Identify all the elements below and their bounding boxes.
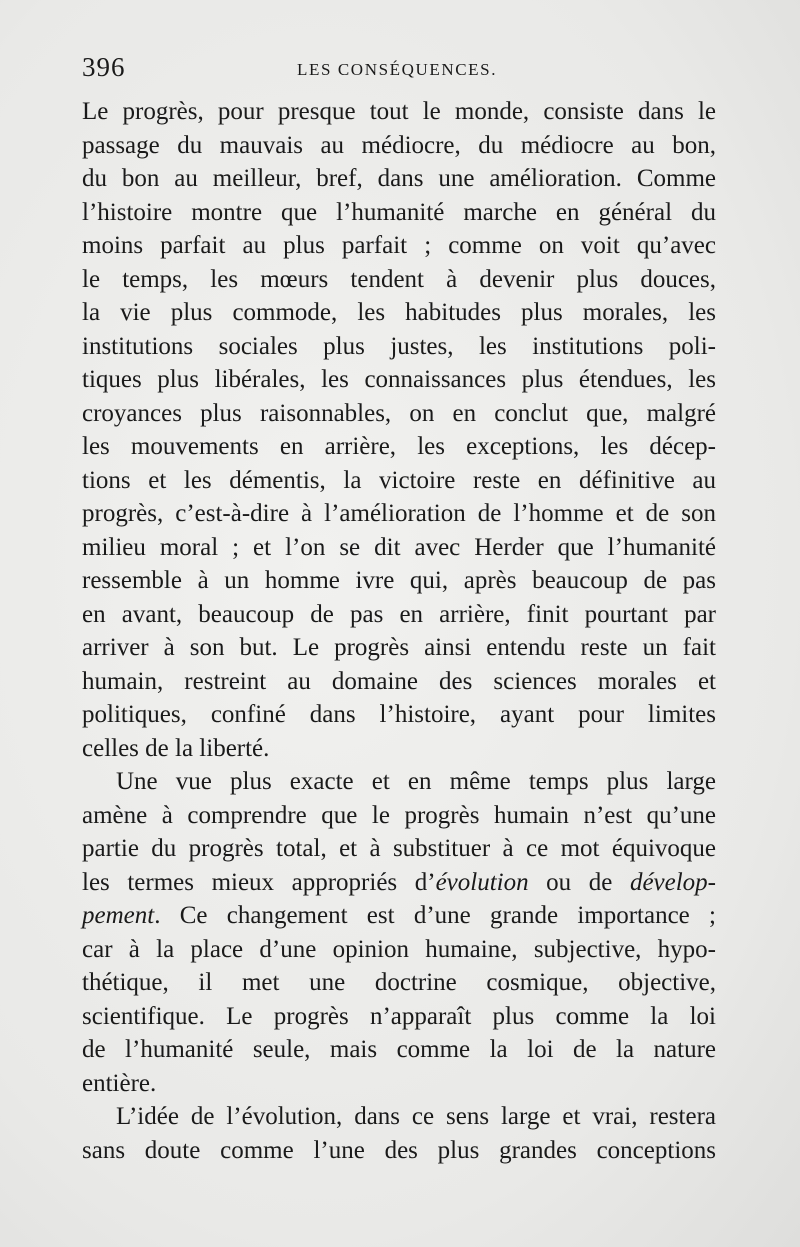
text-line: ressemble à un homme ivre qui, après beaucoup de pas: [82, 567, 716, 594]
text-line: scientifique. Le progrès n’apparaît plus comme la loi: [82, 1002, 716, 1030]
text-line: sans doute comme l’une des plus grandes conceptions: [82, 1136, 716, 1164]
page-header: [82, 52, 722, 86]
paragraph-1: [82, 95, 716, 765]
text-line: tions et les démentis, la victoire reste en définitive au: [82, 466, 716, 494]
text-line: L’idée de l’évolution, dans ce sens large et vrai, restera: [116, 1103, 716, 1130]
text-line-mixed: pement. Ce changement est d’une grande importance ;: [82, 902, 716, 929]
text-line: arriver à son but. Le progrès ainsi entendu reste un fait: [82, 634, 716, 661]
paragraph-2: [82, 765, 716, 1100]
text-line: thétique, il met une doctrine cosmique, objective,: [82, 969, 716, 996]
text-line: progrès, c’est-à-dire à l’amélioration de l’homme et de son: [82, 500, 716, 527]
text-line: Une vue plus exacte et en même temps plus large: [116, 768, 716, 795]
text-line: moins parfait au plus parfait ; comme on voit qu’avec: [82, 232, 716, 259]
text-line: Le progrès, pour presque tout le monde, consiste dans le: [82, 98, 716, 125]
page-number: 396: [82, 52, 126, 82]
text-line: croyances plus raisonnables, on en conclut que, malgré: [82, 399, 716, 427]
text-line: politiques, confiné dans l’histoire, ayant pour limites: [82, 701, 716, 728]
text-line: du bon au meilleur, bref, dans une amélioration. Comme: [82, 165, 716, 192]
text-line: milieu moral ; et l’on se dit avec Herder que l’humanité: [82, 533, 716, 561]
text-line: les mouvements en arrière, les exceptions, les décep-: [82, 433, 716, 460]
text-line: entière.: [82, 1069, 157, 1097]
text-line: passage du mauvais au médiocre, du médiocre au bon,: [82, 131, 716, 159]
text-line: la vie plus commode, les habitudes plus morales, les: [82, 299, 716, 326]
text-line: tiques plus libérales, les connaissances plus étendues, les: [82, 366, 716, 393]
text-line: celles de la liberté.: [82, 734, 270, 762]
italic-term: pement: [82, 902, 155, 929]
text-line: le temps, les mœurs tendent à devenir plus douces,: [82, 265, 716, 293]
running-title: LES CONSÉQUENCES.: [297, 60, 498, 79]
italic-term: dévelop-: [629, 868, 716, 896]
text-line: en avant, beaucoup de pas en arrière, finit pourtant par: [82, 600, 716, 628]
text-line: humain, restreint au domaine des sciences morales et: [82, 667, 716, 695]
text-line: l’histoire montre que l’humanité marche en général du: [82, 198, 716, 226]
text-line: institutions sociales plus justes, les institutions poli-: [82, 332, 716, 360]
paragraph-3: [82, 1100, 716, 1167]
body-text: [82, 95, 716, 1167]
text-line: de l’humanité seule, mais comme la loi de la nature: [82, 1036, 716, 1063]
text-line: amène à comprendre que le progrès humain n’est qu’une: [82, 801, 716, 829]
italic-term: évolution: [435, 868, 529, 896]
text-line: partie du progrès total, et à substituer à ce mot équivoque: [82, 835, 716, 862]
text-line: car à la place d’une opinion humaine, subjective, hypo-: [82, 935, 716, 963]
text-line-mixed: les termes mieux appropriés d’évolution ou de dévelop-: [82, 868, 716, 896]
